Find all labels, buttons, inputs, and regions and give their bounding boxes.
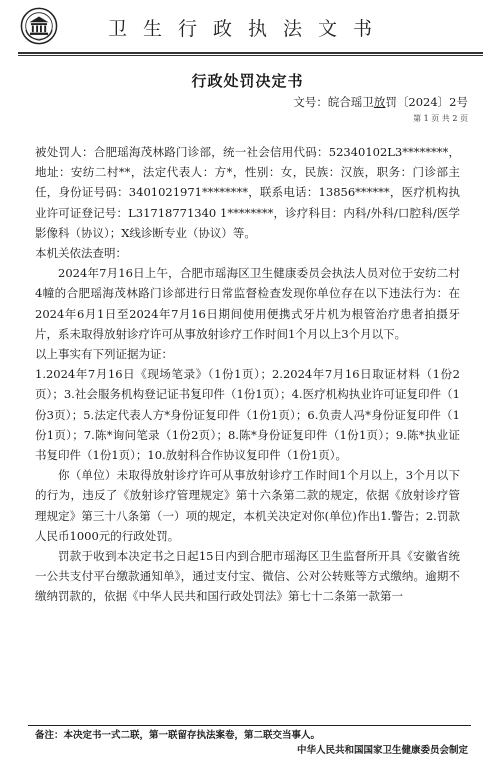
decision-paragraph: 你（单位）未取得放射诊疗许可从事放射诊疗工作时间1个月以上，3个月以下的行为，违反了《放射诊疗管理规定》第十六条第二款的规定，依据《放射诊疗管理规定》第三十八条第（一）项的规定，本机关决定对你(单位)作出1.警告；2.罚款人民币1000元的行政处罚。 [35,468,460,543]
payment-paragraph: 罚款于收到本决定书之日起15日内到合肥市瑶海区卫生监督所开具《安徽省统一公共支付平台缴款通知单》，通过支付宝、微信、公对公转账等方式缴纳。逾期不缴纳罚款的，依据《中华人民共和国行政处罚法》第七十二条第一款第一 [35,549,460,604]
evidence-list: 1.2024年7月16日《现场笔录》（1份1页）；2.2024年7月16日取证材料（1份2页）；3.社会服务机构登记证书复印件（1份1页）；4.医疗机构执业许可证复印件（1份3页）；5.法定代表人方*身份证复印件（1份1页）；6.负责人冯*身份证复印件（1份1页）；7.陈*询问笔录（1份2页）；8.陈*身份证复印件（1份1页）；9.陈*执业证书复印件（1份1页）；10.放射科合作协议复印件（1份1页）。 [35,367,460,463]
party-info-paragraph: 被处罚人：合肥瑶海茂林路门诊部，统一社会信用代码：52340102L3********，地址：安纺二村**，法定代表人：方*，性别：女，民族：汉族，职务：门诊部主任，身份证号码：3401021971********，联系电话：13856******，医疗机构执业许可证登记号：L31718771340 1********，诊疗科目：内科/外科/口腔科/医学影像科（协议）；X线诊断专业（协议）等。 [35,145,460,240]
document-header [0,0,495,60]
header-rule-thin [18,55,483,56]
footer-note: 备注：本决定书一式二联，第一联留存执法案卷，第二联交当事人。 [35,730,321,741]
document-number-mid: 放 [373,95,386,109]
footer-divider [28,725,471,726]
document-number [293,94,468,110]
finding-intro: 本机关依法查明： [35,246,127,261]
health-supervision-emblem-icon [20,7,58,45]
document-number-prefix: 文号：皖合瑶卫 [293,95,374,109]
header-title: 卫生行政执法文书 [108,18,389,40]
facts-paragraph: 2024年7月16日上午，合肥市瑶海区卫生健康委员会执法人员对位于安纺二村4幢的合肥瑶海茂林路门诊部进行日常监督检查发现你单位存在以下违法行为：在2024年6月1日至2024年7月16日期间使用便携式牙片机为根管治疗患者拍摄牙片，系未取得放射诊疗许可从事放射诊疗工作时间1个月以上3个月以下。 [35,266,460,341]
document-title: 行政处罚决定书 [191,72,304,90]
evidence-intro: 以上事实有下列证据为证： [35,347,173,362]
page-indicator: 第 1 页 共 2 页 [413,114,468,123]
footer-issuer: 中华人民共和国国家卫生健康委员会制定 [296,745,468,756]
document-number-suffix: 罚〔2024〕2号 [385,95,468,109]
document-body [35,142,460,607]
header-rule-thick [18,52,483,54]
